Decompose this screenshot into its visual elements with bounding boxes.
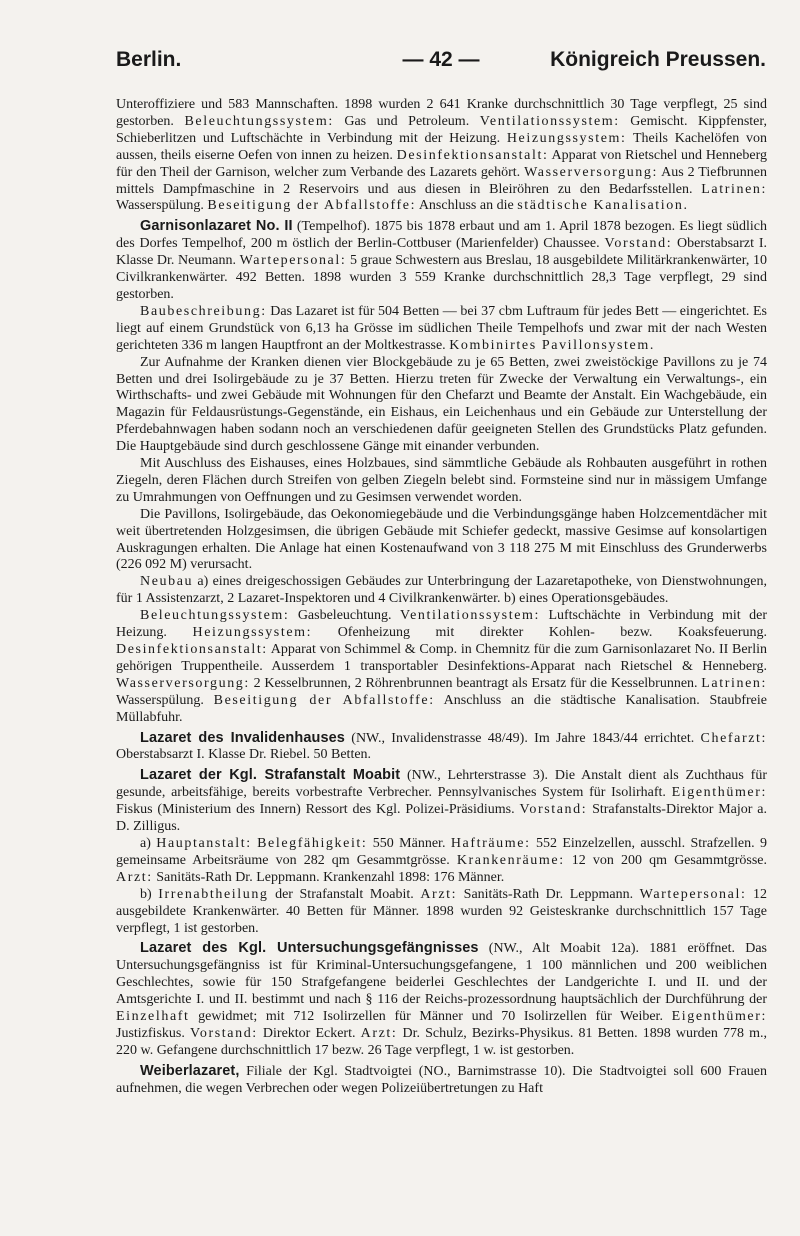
spaced-label: Kombinirtes Pavillonsystem.	[449, 337, 655, 353]
header-region: Königreich Preussen.	[550, 48, 766, 71]
spaced-label: Ventilationssystem:	[399, 608, 541, 624]
spaced-label: Vorstand:	[604, 236, 673, 252]
spaced-label: Heizungssystem:	[192, 625, 313, 641]
text-run: b)	[140, 886, 159, 902]
entry-heading: Garnisonlazaret No. II	[140, 218, 293, 235]
spaced-label: Latrinen:	[701, 181, 767, 197]
spaced-label: Wasserversorgung:	[116, 675, 250, 691]
spaced-label: Beseitigung der Abfallstoffe:	[207, 198, 417, 214]
entry-paragraph	[116, 767, 767, 836]
entry-paragraph	[116, 218, 767, 304]
paragraph	[116, 304, 767, 355]
spaced-label: Baubeschreibung:	[140, 303, 267, 319]
spaced-label: Irrenabtheilung	[158, 886, 269, 902]
text-run: Oberstabsarzt I. Klasse Dr. Riebel. 50 Betten.	[116, 747, 372, 763]
text-run: a) eines dreigeschossigen Gebäudes zur Unterbringung der Lazaretapotheke, von Dienstwohnungen, für 1 Assistenzarzt, 2 Lazaret-Inspektoren und 4 Civilkrankenwärter. b) eines Operationsgebäudes.	[116, 574, 767, 607]
spaced-label: Belegfähigkeit:	[257, 835, 368, 851]
text-run: Gemischt. Kippfenster, Schieberlitzen und Luftschächte in Verbindung mit der Heizung.	[116, 113, 767, 146]
spaced-label: Neubau	[140, 574, 194, 590]
text-run: Gasbeleuchtung.	[289, 608, 400, 624]
text-run: Anschluss an die	[416, 198, 518, 214]
spaced-label: Beleuchtungssystem:	[140, 608, 290, 624]
text-run: Aus 2 Tiefbrunnen mittels Dampfmaschine in 2 Reservoirs und aus diesen in Bleiröhren zu den Bedarfsstellen.	[116, 164, 767, 197]
text-run: Das Lazaret ist für 504 Betten — bei 37 cbm Luftraum für jedes Bett — eingerichtet. Es liegt auf einem Grundstück von 6,13 ha Grösse im südlichen Theile Tempelhofs und zwar mit der nach Westen gerichteten 336 m langen Hauptfront an der Moltkestrasse.	[116, 303, 767, 353]
text-run: Die Pavillons, Isolirgebäude, das Oekonomiegebäude und die Verbindungsgänge haben Holzcementdächer mit weit übertretenden Holzgesimsen, die übrigen Gebäude mit Schiefer gedeckt, massive Gesimse auf konsolartigen Auskragungen erhalten. Die Anlage hat einen Kostenaufwand von 3 118 275 M mit Einschluss des Grunderwerbs (226 092 M) verursacht.	[116, 506, 767, 573]
text-run: Filiale der Kgl. Stadtvoigtei (NO., Barnimstrasse 10). Die Stadtvoigtei soll 600 Frauen aufnehmen, die wegen Verbrechen oder wegen Polizeiübertretungen zu Haft	[116, 1063, 767, 1096]
spaced-label: Arzt:	[360, 1025, 398, 1041]
text-run: 12 ausgebildete Krankenwärter. 40 Betten für Männer. 1898 wurden 92 Geisteskranke durchschnittlich 157 Tage verpflegt, 1 ist gestorben.	[116, 886, 768, 936]
spaced-label: Eigenthümer:	[671, 1009, 767, 1025]
spaced-label: Arzt:	[420, 886, 458, 902]
text-run: Zur Aufnahme der Kranken dienen vier Blockgebäude zu je 65 Betten, zwei zweistöckige Pavillons zu je 74 Betten und drei Isolirgebäude zu je 37 Betten. Hierzu treten für Zwecke der Verwaltung ein Verwaltungs-, ein Wirthschafts- und zwei Gebäude mit Wohnungen für den Chefarzt und Beamte der Anstalt. Ein Wachgebäude, ein Magazin für Feldausrüstungs-Gegenstände, ein Eishaus, ein Leichenhaus und ein Gebäude zur Unterstellung der Pferdebahnwagen haben sodann noch an verschiedenen dafür geeigneten Stellen des Grundstücks Platz gefunden. Die Hauptgebäude sind durch geschlossene Gänge mit einander verbunden.	[116, 354, 767, 455]
spaced-label: Beseitigung der Abfallstoffe:	[213, 692, 435, 708]
text-run: Oberstabsarzt I. Klasse Dr. Neumann.	[116, 236, 767, 269]
text-run: (NW., Alt Moabit 12a). 1881 eröffnet. Das Untersuchungsgefängniss ist für Kriminal-Untersuchungsgefangene, 1 100 männlichen und 200 weiblichen Geschlechtes, sowie für 150 Strafgefangene beiderlei Geschlechtes der Landgerichte I. und II. und der Amtsgerichte I. und II. bestimmt und nach § 116 der Reichs-prozessordnung hauptsächlich der Durchführung der	[116, 941, 767, 1008]
text-run: 552 Einzelzellen, ausschl. Strafzellen. 9 gemeinsame Arbeitsräume von 282 qm Gesammtgrösse.	[116, 835, 768, 868]
spaced-label: Wasserversorgung:	[524, 164, 658, 180]
paragraph	[116, 97, 767, 215]
text-run: 12 von 200 qm Gesammtgrösse.	[564, 852, 767, 868]
spaced-label: Vorstand:	[519, 802, 588, 818]
spaced-label: Chefarzt:	[700, 730, 768, 746]
body-text	[116, 97, 767, 1098]
text-run: Fiskus (Ministerium des Innern) Ressort des Kgl. Polizei-Präsidiums.	[116, 802, 520, 818]
spaced-label: Ventilationssystem:	[479, 113, 620, 129]
text-run: Justizfiskus.	[116, 1025, 190, 1041]
entry-paragraph	[116, 1063, 767, 1098]
paragraph	[116, 507, 767, 575]
spaced-label: Desinfektionsanstalt:	[396, 147, 549, 163]
spaced-label: Eigenthümer:	[671, 785, 767, 801]
text-run: Strafanstalts-Direktor Major a. D. Zilligus.	[116, 802, 767, 835]
entry-heading: Lazaret der Kgl. Strafanstalt Moabit	[140, 767, 401, 784]
text-run: Apparat von Rietschel und Henneberg für den Theil der Garnison, welcher zum Verbande des Lazarets gehört.	[116, 147, 767, 180]
spaced-label: Hauptanstalt:	[156, 835, 252, 851]
text-run: 550 Männer.	[367, 835, 451, 851]
text-run: Ofenheizung mit direkter Kohlen- bezw. Koaksfeuerung.	[312, 625, 767, 641]
text-run: (Tempelhof). 1875 bis 1878 erbaut und am 1. April 1878 bezogen. Es liegt südlich des Dorfes Tempelhof, 200 m östlich der Berlin-Cottbuser (Marienfelder) Chaussee.	[116, 219, 768, 252]
spaced-label: Latrinen:	[701, 675, 767, 691]
spaced-label: Heizungssystem:	[506, 130, 627, 146]
spaced-label: städtische Kanalisation.	[517, 198, 689, 214]
text-run: Wasserspülung.	[116, 692, 214, 708]
spaced-label: Wartepersonal:	[639, 886, 747, 902]
spaced-label: Wartepersonal:	[239, 253, 347, 269]
paragraph	[116, 574, 767, 608]
spaced-label: Hafträume:	[450, 835, 531, 851]
text-run: a)	[140, 835, 157, 851]
text-run: Gas und Petroleum.	[333, 113, 480, 129]
spaced-label: Beleuchtungssystem:	[184, 113, 334, 129]
text-run: Dr. Schulz, Bezirks-Physikus. 81 Betten. 1898 wurden 778 m., 220 w. Gefangene durchschnittlich 17 bezw. 26 Tage verpflegt, 1 w. ist gestorben.	[116, 1025, 767, 1058]
paragraph	[116, 836, 767, 887]
text-run: Sanitäts-Rath Dr. Leppmann.	[457, 886, 640, 902]
text-run: Luftschächte in Verbindung mit der Heizung.	[116, 608, 767, 641]
entry-heading: Lazaret des Invalidenhauses	[140, 729, 345, 746]
text-run: 5 graue Schwestern aus Breslau, 18 ausgebildete Militärkrankenwärter, 10 Civilkrankenwärter. 492 Betten. 1898 wurden 3 559 Kranke durchschnittlich 28,3 Tage verpflegt, 29 sind gestorben.	[116, 253, 767, 302]
text-run: der Strafanstalt Moabit.	[268, 886, 421, 902]
text-run: (NW., Lehrterstrasse 3). Die Anstalt dient als Zuchthaus für gesunde, arbeitsfähige, bereits vorbestrafte Verbrecher. Pennsylvanisches System für Isolirhaft.	[116, 768, 768, 801]
paragraph	[116, 887, 767, 938]
spaced-label: Einzelhaft	[116, 1009, 190, 1025]
text-run: Mit Auschluss des Eishauses, eines Holzbaues, sind sämmtliche Gebäude als Rohbauten ausgeführt in rothen Ziegeln, deren Flächen durch Streifen von gelben Ziegeln belebt sind. Formsteine sind nur in mässigem Umfange zu Umrahmungen von Oeffnungen und zu Gesimsen verwendet worden.	[116, 456, 767, 505]
text-run: 2 Kesselbrunnen, 2 Röhrenbrunnen beantragt als Ersatz für die Kesselbrunnen.	[249, 675, 702, 691]
spaced-label: Desinfektionsanstalt:	[116, 642, 268, 657]
paragraph	[116, 456, 767, 507]
text-run: gewidmet; mit 712 Isolirzellen für Männer und 70 Isolirzellen für Weiber.	[189, 1009, 672, 1025]
spaced-label: Krankenräume:	[456, 852, 565, 868]
text-run: Wasserspülung.	[116, 198, 208, 214]
text-run: Anschluss an die städtische Kanalisation. Staubfreie Müllabfuhr.	[116, 692, 768, 725]
page-number: — 42 —	[402, 48, 480, 71]
spaced-label: Vorstand:	[189, 1025, 258, 1041]
paragraph	[116, 355, 767, 456]
text-run: Unteroffiziere und 583 Mannschaften. 1898 wurden 2 641 Kranke durchschnittlich 30 Tage verpflegt, 25 sind gestorben.	[116, 97, 767, 129]
running-head	[116, 48, 766, 76]
entry-heading: Lazaret des Kgl. Untersuchungsgefängnisses	[140, 940, 479, 957]
entry-heading: Weiberlazaret,	[140, 1062, 240, 1079]
spaced-label: Arzt:	[116, 869, 153, 885]
header-city: Berlin.	[116, 48, 182, 71]
entry-paragraph	[116, 730, 767, 765]
text-run: Theils Kachelöfen von aussen, theils eiserne Oefen von innen zu heizen.	[116, 130, 767, 163]
entry-paragraph	[116, 940, 767, 1059]
text-run: Apparat von Schimmel & Comp. in Chemnitz für die zum Garnisonlazaret No. II Berlin gehörigen Truppentheile. Ausserdem 1 transportabler Desinfektions-Apparat nach Rietschel & Henneberg.	[116, 642, 767, 674]
text-run: (NW., Invalidenstrasse 48/49). Im Jahre 1843/44 errichtet.	[344, 730, 701, 746]
text-run: Sanitäts-Rath Dr. Leppmann. Krankenzahl 1898: 176 Männer.	[152, 869, 505, 885]
paragraph	[116, 608, 767, 726]
text-run: Direktor Eckert.	[257, 1025, 361, 1041]
